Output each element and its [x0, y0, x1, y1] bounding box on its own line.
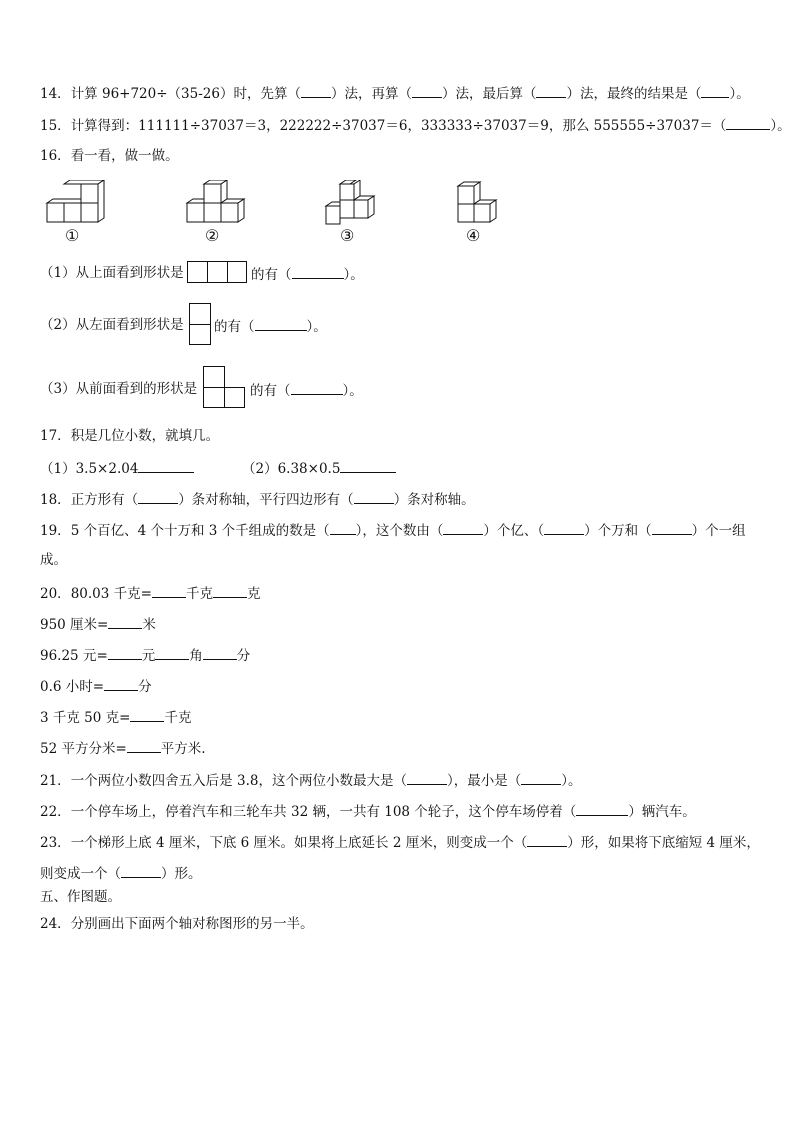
question-text: 米 [142, 617, 156, 633]
answer-blank[interactable] [701, 83, 729, 98]
question-17-part-2 [242, 458, 396, 478]
question-text: ）个一组 [691, 523, 746, 539]
figure-label-2: ② [205, 226, 220, 245]
question-text: ）。 [561, 773, 582, 789]
question-number: 17． [40, 428, 71, 444]
figure-label-3: ③ [340, 226, 355, 245]
question-text: 分别画出下面两个轴对称图形的另一半。 [70, 916, 314, 932]
question-20-line-2 [40, 614, 156, 634]
question-number: 18． [40, 492, 71, 508]
question-18 [40, 489, 475, 509]
figure-label-4: ④ [466, 226, 481, 245]
question-number: 14． [40, 86, 71, 102]
question-text: ）。 [343, 267, 364, 283]
question-text: 0.6 小时= [40, 679, 105, 695]
question-number: 23． [40, 835, 71, 851]
section-heading: 五、作图题。 [40, 889, 121, 905]
question-text: 3 千克 50 克= [40, 710, 131, 726]
answer-blank[interactable] [412, 83, 442, 98]
answer-blank[interactable] [340, 458, 396, 473]
answer-blank[interactable] [527, 832, 567, 847]
question-text: 克 [246, 586, 261, 602]
question-19-cont [40, 551, 67, 569]
question-text: ）个亿、（ [483, 523, 545, 539]
question-22 [40, 801, 696, 821]
question-20-line-5 [40, 707, 191, 727]
question-number: 21． [40, 773, 71, 789]
question-20-line-6 [40, 738, 206, 758]
question-text: ）。 [770, 118, 791, 134]
left-view-shape [189, 303, 211, 345]
question-text: 计算 96+720÷（35-26）时，先算（ [70, 86, 301, 102]
answer-blank[interactable] [203, 645, 237, 660]
answer-blank[interactable] [138, 489, 178, 504]
answer-blank[interactable] [354, 489, 394, 504]
question-number: 16． [40, 148, 71, 164]
question-23 [40, 832, 760, 852]
answer-blank[interactable] [138, 458, 194, 473]
question-text: 的有（ [214, 319, 255, 335]
answer-blank[interactable] [213, 583, 247, 598]
question-number: 24． [40, 916, 71, 932]
question-20-line-3 [40, 645, 250, 665]
question-text: ）条对称轴。 [393, 492, 475, 508]
question-20-line-4 [40, 676, 152, 696]
answer-blank[interactable] [121, 863, 161, 878]
question-19 [40, 520, 746, 540]
answer-blank[interactable] [108, 645, 142, 660]
question-text: ）法，最终的结果是（ [566, 86, 702, 102]
question-text: 5 个百亿、4 个十万和 3 个千组成的数是（ [70, 523, 330, 539]
question-text: （3）从前面看到的形状是 [40, 381, 198, 397]
question-text: 计算得到：111111÷37037＝3，222222÷37037＝6，333333÷37037＝9，那么 555555÷37037＝（ [70, 118, 727, 134]
question-text: 积是几位小数，就填几。 [70, 428, 220, 444]
question-16-part-2 [40, 316, 184, 334]
question-text: （2）6.38×0.5 [242, 461, 341, 477]
question-text: 的有（ [251, 267, 292, 283]
answer-blank[interactable] [130, 707, 164, 722]
question-15 [40, 115, 791, 135]
question-23-cont [40, 863, 202, 883]
front-view-shape [203, 366, 245, 408]
question-number: 15． [40, 118, 71, 134]
question-text: 看一看，做一做。 [70, 148, 179, 164]
question-text: 平方米. [160, 741, 206, 757]
answer-blank[interactable] [301, 83, 331, 98]
question-text: 则变成一个（ [40, 866, 121, 882]
answer-blank[interactable] [652, 520, 692, 535]
cube-figure-1 [47, 180, 104, 222]
question-text: 正方形有（ [70, 492, 139, 508]
question-text: 一个两位小数四舍五入后是 3.8，这个两位小数最大是（ [70, 773, 407, 789]
question-text: （1）3.5×2.04 [40, 461, 139, 477]
question-16-part-2-tail [214, 316, 327, 336]
answer-blank[interactable] [255, 316, 307, 331]
question-number: 20． [40, 586, 71, 602]
question-text: 千克 [185, 586, 213, 602]
answer-blank[interactable] [291, 380, 343, 395]
question-17 [40, 427, 219, 445]
question-text: ），最小是（ [446, 773, 522, 789]
cube-figure-3 [326, 180, 374, 224]
answer-blank[interactable] [152, 583, 186, 598]
question-text: （2）从左面看到形状是 [40, 317, 184, 333]
question-text: 分 [236, 648, 251, 664]
question-text: 一个停车场上，停着汽车和三轮车共 32 辆，一共有 108 个轮子，这个停车场停着（ [70, 804, 577, 820]
answer-blank[interactable] [104, 676, 138, 691]
answer-blank[interactable] [536, 83, 566, 98]
question-20-line-1 [40, 583, 260, 603]
question-text: ）条对称轴，平行四边形有（ [178, 492, 354, 508]
question-text: 千克 [164, 710, 192, 726]
question-text: ）。 [729, 86, 750, 102]
question-text: 角 [189, 648, 203, 664]
top-view-shape [187, 261, 247, 283]
answer-blank[interactable] [544, 520, 584, 535]
question-24 [40, 915, 314, 933]
question-text: ）法，最后算（ [441, 86, 537, 102]
question-17-part-1 [40, 458, 194, 478]
question-text: 80.03 千克= [70, 586, 152, 602]
question-text: 的有（ [250, 383, 291, 399]
cube-figures [40, 180, 520, 228]
cube-figure-2 [187, 180, 244, 222]
question-16-part-3-tail [250, 380, 363, 400]
answer-blank[interactable] [443, 520, 483, 535]
question-text: 成。 [40, 552, 67, 568]
question-text: 分 [138, 679, 152, 695]
question-text: ）形，如果将下底缩短 4 厘米， [567, 835, 760, 851]
answer-blank[interactable] [127, 738, 161, 753]
question-text: （1）从上面看到形状是 [40, 265, 184, 281]
answer-blank[interactable] [330, 520, 356, 535]
question-text: ）。 [306, 319, 327, 335]
question-text: 96.25 元= [40, 648, 108, 664]
question-text: ），这个数由（ [355, 523, 444, 539]
question-14 [40, 83, 750, 103]
question-text: ）辆汽车。 [628, 804, 696, 820]
answer-blank[interactable] [407, 770, 447, 785]
question-21 [40, 770, 581, 790]
question-number: 19． [40, 523, 71, 539]
question-16 [40, 147, 179, 165]
question-16-part-1-tail [251, 264, 364, 284]
question-16-part-3 [40, 380, 197, 398]
question-text: ）形。 [161, 866, 202, 882]
question-text: ）法，再算（ [330, 86, 412, 102]
question-text: ）。 [342, 383, 363, 399]
question-number: 22． [40, 804, 71, 820]
answer-blank[interactable] [292, 264, 344, 279]
answer-blank[interactable] [155, 645, 189, 660]
question-text: 元 [141, 648, 156, 664]
question-text: 52 平方分米= [40, 741, 127, 757]
answer-blank[interactable] [521, 770, 561, 785]
cube-figure-4 [458, 182, 496, 222]
question-text: 一个梯形上底 4 厘米，下底 6 厘米。如果将上底延长 2 厘米，则变成一个（ [70, 835, 528, 851]
question-16-part-1 [40, 264, 184, 282]
question-text: ）个万和（ [584, 523, 652, 539]
answer-blank[interactable] [108, 614, 142, 629]
answer-blank[interactable] [576, 801, 628, 816]
figure-label-1: ① [65, 226, 80, 245]
question-text: 950 厘米= [40, 617, 109, 633]
answer-blank[interactable] [726, 115, 770, 130]
